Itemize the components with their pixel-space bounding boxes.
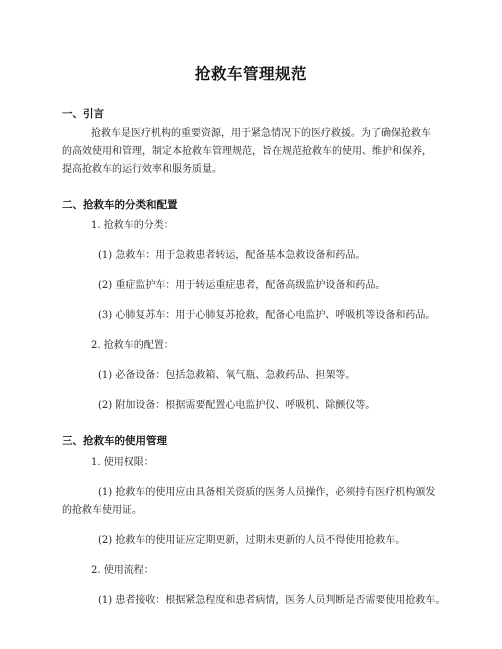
section-heading-intro: 一、引言 [62,108,104,120]
section-heading-usage: 三、抢救车的使用管理 [62,435,167,447]
list-item: (1) 抢救车的使用应由具备相关资质的医务人员操作，必须持有医疗机构颁发 [98,487,436,498]
paragraph-line: 提高抢救车的运行效率和服务质量。 [62,164,222,175]
paragraph-line: 的高效使用和管理，制定本抢救车管理规范，旨在规范抢救车的使用、维护和保养， [62,146,432,157]
list-item: 1. 抢救车的分类： [91,220,174,231]
list-item: (1) 必备设备：包括急救箱、氧气瓶、急救药品、担架等。 [98,370,356,381]
document-title: 抢救车管理规范 [194,65,307,83]
section-heading-classification: 二、抢救车的分类和配置 [62,199,178,211]
list-item: (3) 心肺复苏车：用于心肺复苏抢救，配备心电监护、呼吸机等设备和药品。 [98,310,436,321]
paragraph-line: 抢救车是医疗机构的重要资源，用于紧急情况下的医疗救援。为了确保抢救车 [91,128,431,139]
list-item: (1) 患者接收：根据紧急程度和患者病情，医务人员判断是否需要使用抢救车。 [98,595,446,606]
list-item: 2. 抢救车的配置： [91,340,174,351]
list-item-continuation: 的抢救车使用证。 [62,505,142,516]
list-item: 1. 使用权限： [91,457,154,468]
list-item: (2) 重症监护车：用于转运重症患者，配备高级监护设备和药品。 [98,280,386,291]
list-item: 2. 使用流程： [91,565,154,576]
list-item: (1) 急救车：用于急救患者转运，配备基本急救设备和药品。 [98,250,366,261]
list-item: (2) 附加设备：根据需要配置心电监护仪、呼吸机、除颤仪等。 [98,400,376,411]
list-item: (2) 抢救车的使用证应定期更新，过期未更新的人员不得使用抢救车。 [98,535,406,546]
